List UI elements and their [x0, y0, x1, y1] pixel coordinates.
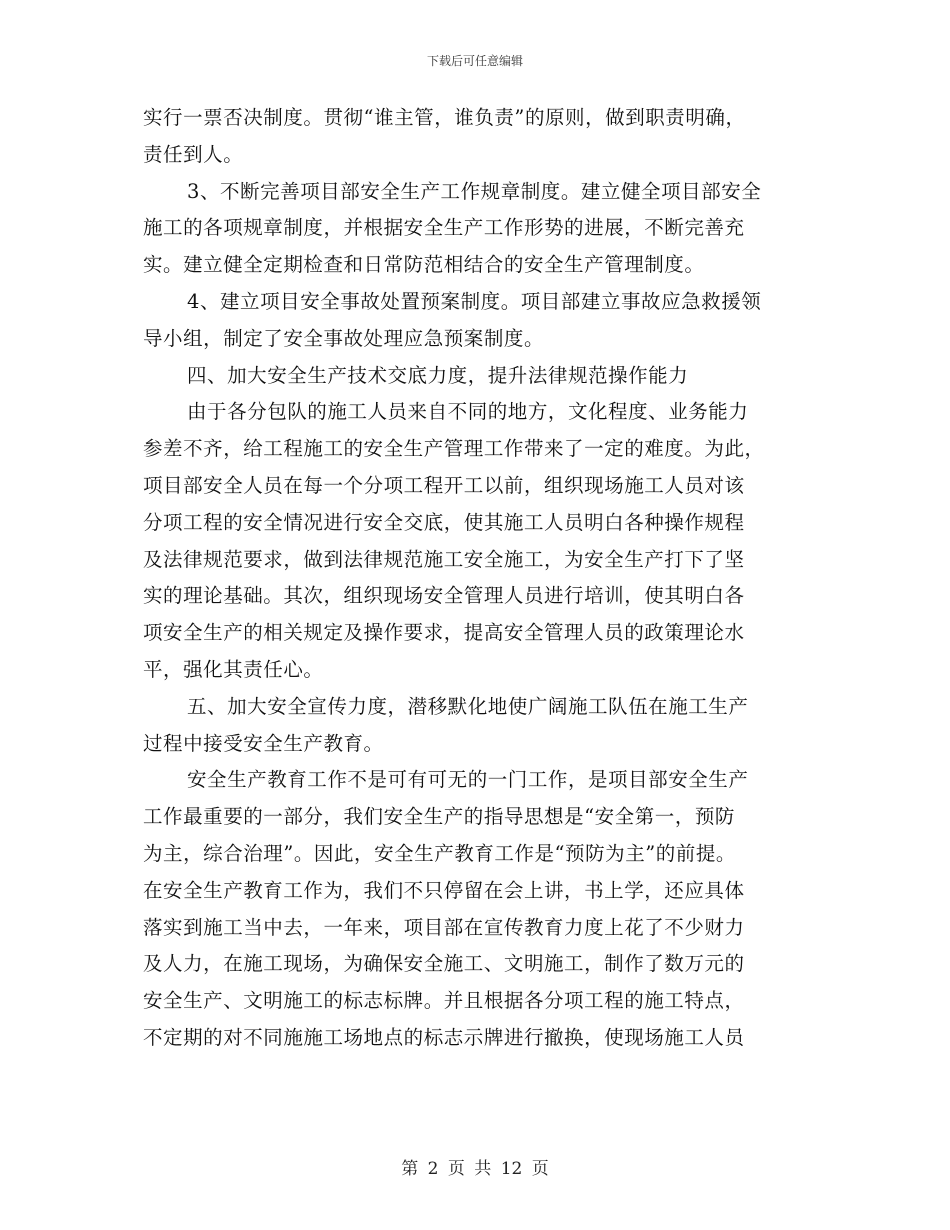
text-line: 施工的各项规章制度，并根据安全生产工作形势的进展，不断完善充 — [143, 216, 745, 240]
text-line: 分项工程的安全情况进行安全交底，使其施工人员明白各种操作规程 — [143, 510, 745, 534]
text-line: 工作最重要的一部分，我们安全生产的指导思想是“安全第一，预防 — [143, 805, 735, 829]
page-header: 下载后可任意编辑 — [426, 54, 523, 68]
text-line: 及人力，在施工现场，为确保安全施工、文明施工，制作了数万元的 — [143, 952, 745, 976]
text-line: 为主，综合治理”。因此，安全生产教育工作是“预防为主”的前提。 — [143, 841, 736, 865]
text-line: 责任到人。 — [143, 142, 244, 166]
text-line: 3、不断完善项目部安全生产工作规章制度。建立健全项目部安全 — [187, 179, 762, 203]
text-line: 不定期的对不同施施工场地点的标志示牌进行撤换，使现场施工人员 — [143, 1025, 745, 1049]
text-line: 落实到施工当中去，一年来，项目部在宣传教育力度上花了不少财力 — [143, 915, 745, 939]
text-line: 安全生产、文明施工的标志标牌。并且根据各分项工程的施工特点， — [143, 989, 745, 1013]
text-line: 参差不齐，给工程施工的安全生产管理工作带来了一定的难度。为此， — [143, 437, 765, 461]
text-line: 导小组，制定了安全事故处理应急预案制度。 — [143, 326, 545, 350]
section-heading: 五、加大安全宣传力度，潜移默化地使广阔施工队伍在施工生产 — [187, 694, 749, 718]
text-line: 由于各分包队的施工人员来自不同的地方，文化程度、业务能力 — [187, 400, 749, 424]
document-body — [143, 100, 813, 1057]
text-line: 实行一票否决制度。贯彻“谁主管，谁负责”的原则，做到职责明确， — [143, 106, 746, 129]
page-number-footer: 第 2 页 共 12 页 — [401, 1159, 549, 1179]
text-line: 平，强化其责任心。 — [143, 657, 324, 681]
text-line: 项安全生产的相关规定及操作要求，提高安全管理人员的政策理论水 — [143, 621, 745, 645]
text-line: 项目部安全人员在每一个分项工程开工以前，组织现场施工人员对该 — [143, 473, 745, 497]
text-line: 及法律规范要求，做到法律规范施工安全施工，为安全生产打下了坚 — [143, 547, 745, 571]
text-line: 过程中接受安全生产教育。 — [143, 731, 384, 755]
text-line: 实的理论基础。其次，组织现场安全管理人员进行培训，使其明白各 — [143, 584, 745, 608]
text-line: 实。建立健全定期检查和日常防范相结合的安全生产管理制度。 — [143, 253, 705, 277]
text-line: 安全生产教育工作不是可有可无的一门工作，是项目部安全生产 — [187, 768, 749, 792]
text-line: 4、建立项目安全事故处置预案制度。项目部建立事故应急救援领 — [187, 289, 762, 313]
text-line: 在安全生产教育工作为，我们不只停留在会上讲，书上学，还应具体 — [143, 878, 745, 902]
section-heading: 四、加大安全生产技术交底力度，提升法律规范操作能力 — [187, 363, 689, 387]
